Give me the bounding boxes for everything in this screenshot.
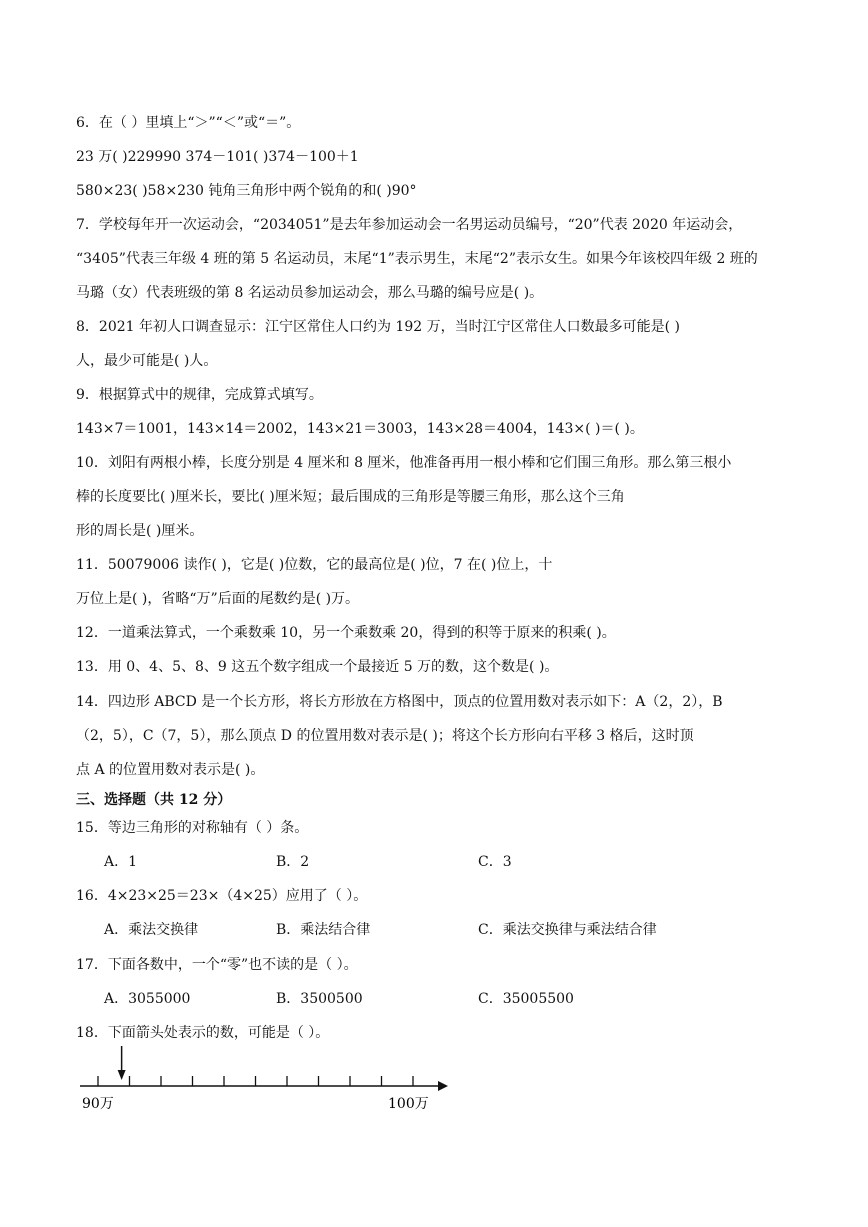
question-17-text: 17．下面各数中，一个“零”也不读的是（ ）。 — [76, 957, 358, 973]
section-3-heading: 三、选择题（共 12 分） — [76, 792, 232, 808]
number-line-arrowhead — [438, 1081, 448, 1091]
option-c[interactable]: C．3 — [478, 854, 512, 870]
number-line-left-label: 90万 — [82, 1096, 114, 1112]
option-a[interactable]: A．乘法交换律 — [104, 922, 199, 938]
question-9-text: 9．根据算式中的规律，完成算式填写。 — [76, 387, 323, 403]
question-16-text: 16．4×23×25＝23×（4×25）应用了（ ）。 — [76, 888, 368, 904]
question-9-formula: 143×7＝1001，143×14＝2002，143×21＝3003，143×28＝4004，143×( )＝( )。 — [76, 421, 644, 437]
option-b[interactable]: B．乘法结合律 — [276, 922, 371, 938]
question-6-row-b: 580×23( )58×230 钝角三角形中两个锐角的和( )90° — [76, 183, 417, 199]
question-14-line-1: 14．四边形 ABCD 是一个长方形，将长方形放在方格图中，顶点的位置用数对表示如下：A（2，2），B — [76, 694, 723, 710]
question-8-line-1: 8．2021 年初人口调查显示：江宁区常住人口约为 192 万，当时江宁区常住人口数最多可能是( ) — [76, 319, 680, 335]
question-13: 13．用 0、4、5、8、9 这五个数字组成一个最接近 5 万的数，这个数是( )。 — [76, 659, 559, 675]
option-c[interactable]: C．乘法交换律与乘法结合律 — [478, 922, 657, 938]
question-10-line-3: 形的周长是( )厘米。 — [76, 523, 204, 539]
question-12: 12．一道乘法算式，一个乘数乘 10，另一个乘数乘 20，得到的积等于原来的积乘( )。 — [76, 625, 616, 641]
option-a[interactable]: A．1 — [104, 854, 138, 870]
option-b[interactable]: B．2 — [276, 854, 310, 870]
option-a[interactable]: A．3055000 — [104, 991, 191, 1007]
question-10-line-2: 棒的长度要比( )厘米长，要比( )厘米短；最后围成的三角形是等腰三角形，那么这个三角 — [76, 489, 625, 505]
question-7-line-1: 7．学校每年开一次运动会，“2034051”是去年参加运动会一名男运动员编号，“20”代表 2020 年运动会， — [76, 217, 743, 233]
question-16-options — [0, 920, 868, 940]
question-11-line-1: 11．50079006 读作( )，它是( )位数，它的最高位是( )位，7 在( )位上，十 — [76, 557, 553, 573]
number-line-figure — [70, 1040, 450, 1112]
question-18-text: 18．下面箭头处表示的数，可能是（ ）。 — [76, 1025, 330, 1041]
question-11-line-2: 万位上是( )，省略“万”后面的尾数约是( )万。 — [76, 591, 360, 607]
question-14-line-2: （2，5），C（7，5），那么顶点 D 的位置用数对表示是( )；将这个长方形向右平移 3 格后，这时顶 — [76, 728, 694, 744]
down-arrow-icon — [118, 1046, 126, 1080]
question-15-text: 15．等边三角形的对称轴有（ ）条。 — [76, 820, 309, 836]
question-14-line-3: 点 A 的位置用数对表示是( )。 — [76, 762, 265, 778]
number-line-right-label: 100万 — [388, 1096, 429, 1112]
option-b[interactable]: B．3500500 — [276, 991, 363, 1007]
question-6-row-a: 23 万( )229990 374－101( )374－100＋1 — [76, 149, 359, 165]
question-6-text: 6．在（ ）里填上“＞”“＜”或“＝”。 — [76, 115, 301, 131]
question-7-line-2: “3405”代表三年级 4 班的第 5 名运动员，末尾“1”表示男生，末尾“2”表示女生。如果今年该校四年级 2 班的 — [76, 251, 758, 267]
question-8-line-2: 人，最少可能是( )人。 — [76, 353, 218, 369]
question-17-options — [0, 989, 868, 1009]
question-15-options — [0, 852, 868, 872]
number-line-ticks — [98, 1076, 413, 1086]
question-10-line-1: 10．刘阳有两根小棒，长度分别是 4 厘米和 8 厘米，他准备再用一根小棒和它们围三角形。那么第三根小 — [76, 455, 732, 471]
question-7-line-3: 马璐（女）代表班级的第 8 名运动员参加运动会，那么马璐的编号应是( )。 — [76, 285, 544, 301]
option-c[interactable]: C．35005500 — [478, 991, 574, 1007]
